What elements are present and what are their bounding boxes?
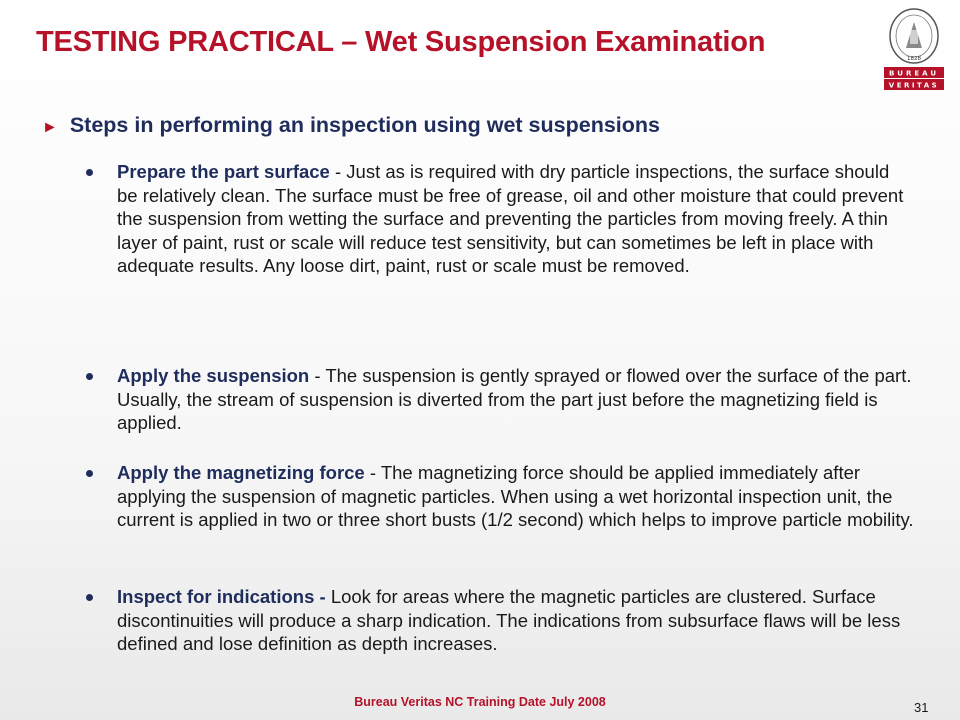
list-item: [84, 585, 914, 656]
bullet-dot-icon: [86, 169, 93, 176]
bullet-separator: -: [309, 365, 326, 386]
slide-title: TESTING PRACTICAL – Wet Suspension Examination: [36, 26, 766, 58]
bullet-separator: -: [364, 462, 381, 483]
bullet-dot-icon: [86, 373, 93, 380]
bullet-text: Look for areas where the magnetic particles are clustered. Surface discontinuities will produce a sharp indication. The indications from subsurface flaws will be less defined and lose definition as depth increases.: [117, 586, 901, 654]
bullet-text: The suspension is gently sprayed or flowed over the surface of the part. Usually, the stream of suspension is diverted from the part just before the magnetizing field is applied.: [117, 365, 912, 433]
bullet-term: Inspect for indications -: [117, 586, 326, 607]
bullet-term: Apply the suspension: [117, 365, 310, 386]
bullet-term: Prepare the part surface: [117, 161, 330, 182]
list-item: [84, 461, 914, 532]
footer-text: Bureau Veritas NC Training Date July 2008: [354, 695, 606, 709]
bullet-term: Apply the magnetizing force: [117, 462, 365, 483]
bullet-separator: -: [329, 161, 347, 182]
bullet-text: The magnetizing force should be applied immediately after applying the suspension of magnetic particles. When using a wet horizontal inspection unit, the current is applied in two or three short busts (1/2 second) which helps to improve particle mobility.: [117, 462, 914, 530]
bullet-dot-icon: [86, 470, 93, 477]
logo-year: 1828: [907, 56, 921, 62]
section-heading: [42, 113, 660, 138]
arrow-bullet-icon: ►: [42, 119, 58, 136]
page-number: 31: [914, 700, 929, 715]
bureau-veritas-logo: [884, 8, 944, 92]
section-heading-text: Steps in performing an inspection using wet suspensions: [69, 113, 660, 137]
bullet-text: Just as is required with dry particle inspections, the surface should be relatively clean. The surface must be free of grease, oil and other moisture that could prevent the suspension from wetting the surface and preventing the particles from moving freely. A thin layer of paint, rust or scale will reduce test sensitivity, but can sometimes be left in place with adequate results. Any loose dirt, paint, rust or scale must be removed.: [117, 161, 904, 276]
list-item: [84, 160, 914, 278]
logo-line2: VERITAS: [888, 81, 940, 90]
list-item: [84, 364, 914, 435]
bullet-dot-icon: [86, 594, 93, 601]
logo-line1: BUREAU: [888, 69, 940, 78]
